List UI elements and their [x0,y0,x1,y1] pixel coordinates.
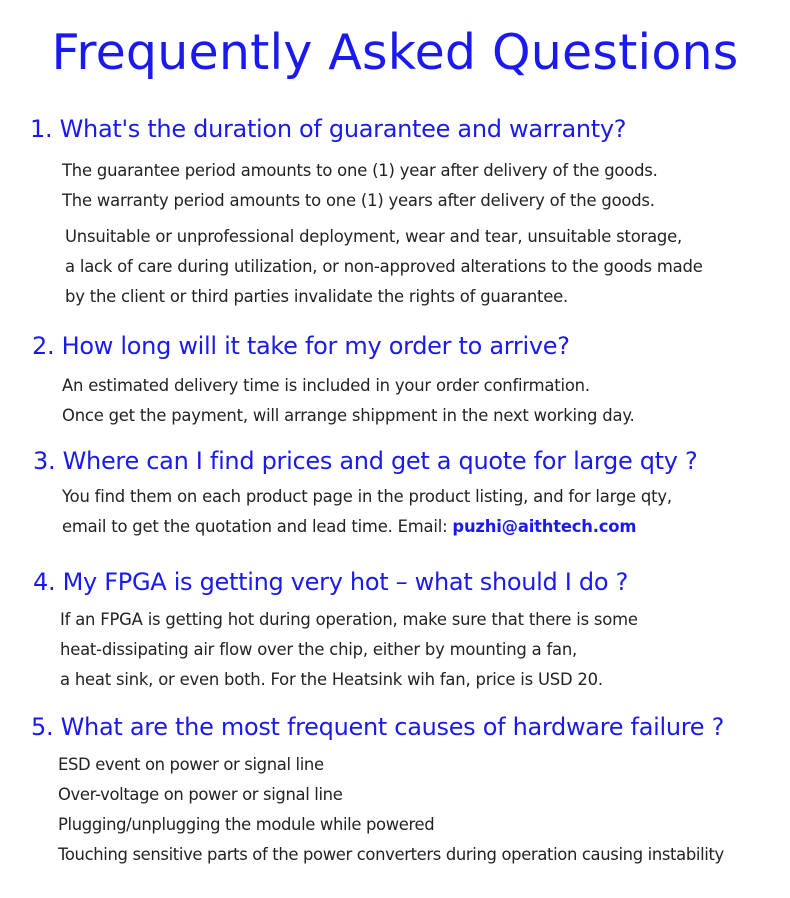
answer-line: An estimated delivery time is included in your order confirmation. [62,376,590,395]
answer-line: Over-voltage on power or signal line [58,785,343,804]
answer-line: Plugging/unplugging the module while powered [58,815,435,834]
answer-line: If an FPGA is getting hot during operation, make sure that there is some [60,610,638,629]
answer-line: heat-dissipating air flow over the chip, either by mounting a fan, [60,640,578,659]
faq-question-1: 1. What's the duration of guarantee and warranty? [30,115,627,143]
answer-text: email to get the quotation and lead time. Email: [62,517,453,536]
faq-answer-1 [62,156,658,216]
answer-line: The guarantee period amounts to one (1) year after delivery of the goods. [62,161,658,180]
answer-line: ESD event on power or signal line [58,755,324,774]
note-line: Unsuitable or unprofessional deployment, wear and tear, unsuitable storage, [65,227,683,246]
faq-note-1 [65,222,703,312]
email-link[interactable]: puzhi@aithtech.com [452,517,637,536]
note-line: a lack of care during utilization, or non-approved alterations to the goods made [65,257,703,276]
faq-answer-4 [60,605,638,695]
answer-line: Once get the payment, will arrange shippment in the next working day. [62,406,635,425]
faq-question-4: 4. My FPGA is getting very hot – what should I do ? [33,568,629,596]
answer-line: You find them on each product page in the product listing, and for large qty, [62,487,672,506]
answer-line: Touching sensitive parts of the power converters during operation causing instability [58,845,724,864]
answer-line: a heat sink, or even both. For the Heatsink wih fan, price is USD 20. [60,670,603,689]
page-title: Frequently Asked Questions [51,24,739,81]
note-line: by the client or third parties invalidate the rights of guarantee. [65,287,569,306]
answer-line: The warranty period amounts to one (1) years after delivery of the goods. [62,191,655,210]
faq-answer-3 [62,482,672,542]
faq-question-3: 3. Where can I find prices and get a quote for large qty ? [33,447,698,475]
faq-question-5: 5. What are the most frequent causes of hardware failure ? [31,713,725,741]
faq-answer-2 [62,371,635,431]
faq-question-2: 2. How long will it take for my order to arrive? [32,332,570,360]
faq-answer-5 [58,750,724,870]
answer-line [62,512,672,542]
